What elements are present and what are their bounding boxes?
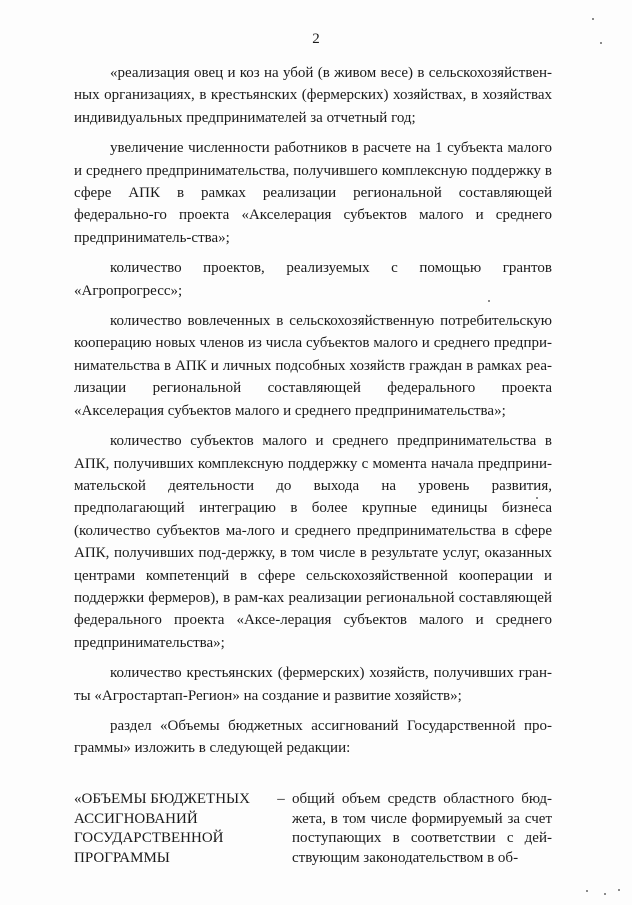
scan-speck <box>488 300 490 302</box>
budget-table-heading: «ОБЪЕМЫ БЮДЖЕТНЫХ АССИГНОВАНИЙ ГОСУДАРСТВЕННОЙ ПРОГРАММЫ <box>74 791 250 866</box>
paragraph-farm-grants: количество крестьянских (фермерских) хозяйств, получивших гран-ты «Агростартап-Регион» на создание и развитие хозяйств»; <box>74 665 552 704</box>
paragraph-section-amendment: раздел «Объемы бюджетных ассигнований Государственной про-граммы» изложить в следующей редакции: <box>74 717 552 757</box>
page-number: 2 <box>312 31 320 47</box>
scan-speck <box>600 42 602 44</box>
paragraph-agroprogress-projects: количество проектов, реализуемых с помощью грантов «Агропрогресс»; <box>74 260 552 299</box>
scan-speck <box>618 889 620 891</box>
scan-speck <box>604 893 606 895</box>
paragraph-cooperative-members: количество вовлеченных в сельскохозяйственную потребительскую кооперацию новых членов из числа субъектов малого и среднего предпри-нимательства в АПК и личных подсобных хозяйств граждан в рамках реа-лизации региональной составляющей федерального проекта «Акселерация субъектов малого и среднего предпринимательства»; <box>74 313 552 419</box>
paragraph-sme-support: количество субъектов малого и среднего предпринимательства в АПК, получивших комплексную поддержку с момента начала предприни-мательской деятельности до выхода на уровень развития, предполагающий интеграцию в более крупные единицы бизнеса (количество субъектов ма-лого и среднего предпринимательства в сфере АПК, получивших под-держку, в том числе в результате услуг, оказанных центрами компетенций в сфере сельскохозяйственной кооперации и поддержки фермеров), в рам-ках реализации региональной составляющей федерального проекта «Аксе-лерация субъектов малого и среднего предпринимательства»; <box>74 433 552 651</box>
scan-speck <box>592 18 594 20</box>
budget-table-text: общий объем средств областного бюд-жета, в том числе формируемый за счет поступающих в соответствии с дей-ствующим законодательством в об- <box>292 791 552 866</box>
budget-table-dash: – <box>277 791 285 807</box>
paragraph-worker-increase: увеличение численности работников в расчете на 1 субъекта малого и среднего предпринимательства, получившего комплексную поддержку в сфере АПК в рамках реализации региональной составляющей федерально-го проекта «Акселерация субъектов малого и среднего предприниматель-ства»; <box>74 140 552 246</box>
budget-table <box>74 790 552 868</box>
document-body <box>74 62 552 770</box>
scan-speck <box>586 890 588 892</box>
scan-speck <box>536 497 538 499</box>
paragraph-sheep-goat-sales: «реализация овец и коз на убой (в живом весе) в сельскохозяйствен-ных организациях, в крестьянских (фермерских) хозяйствах, в хозяйствах индивидуальных предпринимателей за отчетный год; <box>74 65 552 126</box>
